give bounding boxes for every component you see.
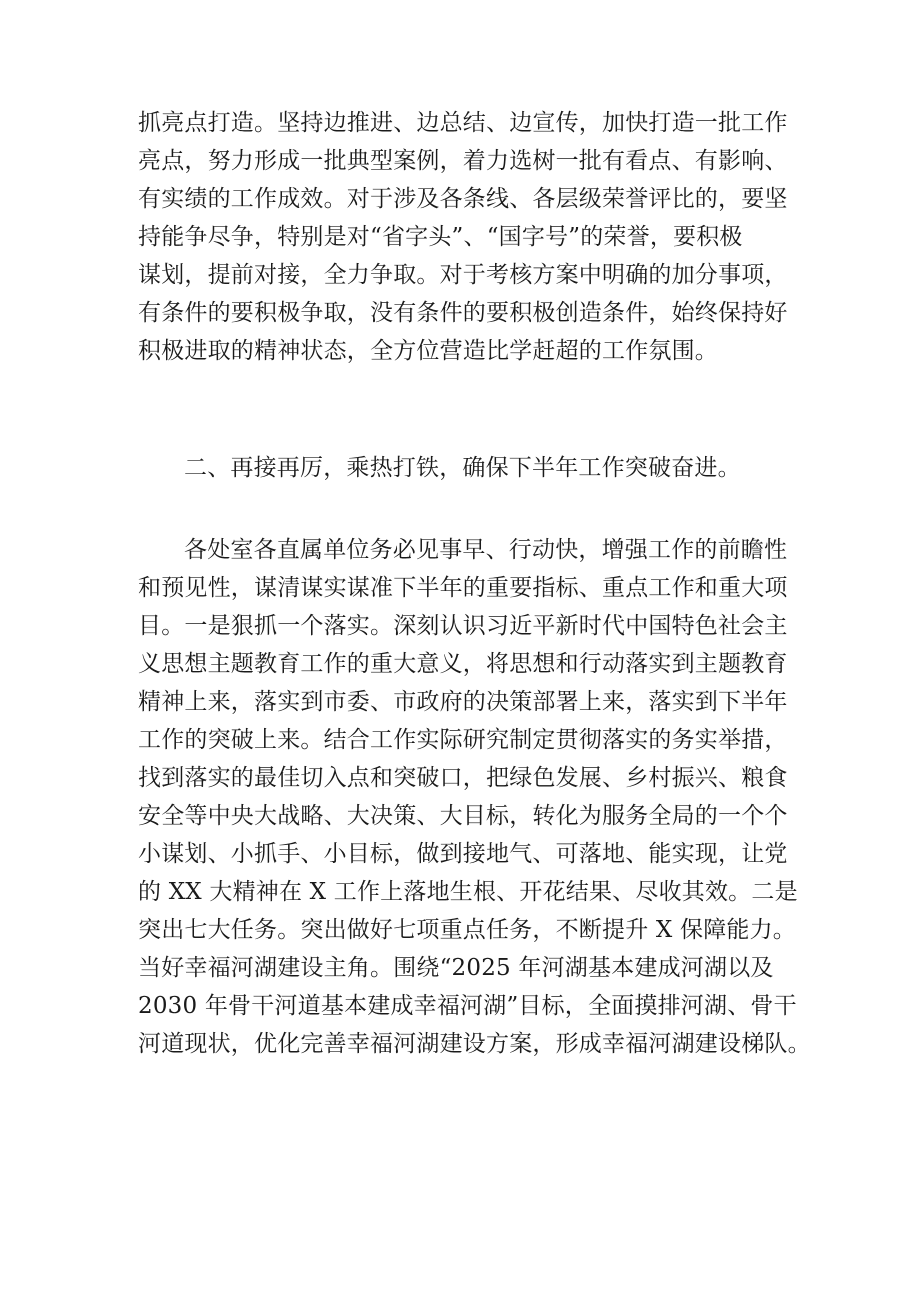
- paragraph-1-line: 持能争尽争，特别是对“省字头”、“国字号”的荣誉，要积极: [138, 224, 743, 250]
- paragraph-1-line: 有实绩的工作成效。对于涉及各条线、各层级荣誉评比的，要坚: [138, 186, 788, 212]
- paragraph-1-line: 积极进取的精神状态，全方位营造比学赶超的工作氛围。: [138, 338, 718, 364]
- paragraph-2-line: 河道现状，优化完善幸福河湖建设方案，形成幸福河湖建设梯队。: [138, 1031, 811, 1057]
- paragraph-2-line: 的 XX 大精神在 X 工作上落地生根、开花结果、尽收其效。二是: [138, 879, 798, 905]
- paragraph-2-line: 安全等中央大战略、大决策、大目标，转化为服务全局的一个个: [138, 803, 788, 829]
- paragraph-2-line: 精神上来，落实到市委、市政府的决策部署上来，落实到下半年: [138, 689, 788, 715]
- paragraph-2-line: 目。一是狠抓一个落实。深刻认识习近平新时代中国特色社会主: [138, 613, 788, 639]
- paragraph-2-line: 各处室各直属单位务必见事早、行动快，增强工作的前瞻性: [184, 537, 788, 563]
- paragraph-1-line: 有条件的要积极争取，没有条件的要积极创造条件，始终保持好: [138, 300, 788, 326]
- paragraph-1-line: 抓亮点打造。坚持边推进、边总结、边宣传，加快打造一批工作: [138, 110, 788, 136]
- paragraph-2: [138, 531, 811, 1063]
- paragraph-2-line: 小谋划、小抓手、小目标，做到接地气、可落地、能实现，让党: [138, 841, 788, 867]
- section-heading-text: 二、再接再厉，乘热打铁，确保下半年工作突破奋进。: [184, 455, 741, 481]
- paragraph-2-line: 工作的突破上来。结合工作实际研究制定贯彻落实的务实举措，: [138, 727, 788, 753]
- section-heading: [138, 449, 798, 487]
- paragraph-2-line: 找到落实的最佳切入点和突破口，把绿色发展、乡村振兴、粮食: [138, 765, 788, 791]
- paragraph-1: [138, 104, 798, 370]
- paragraph-2-line: 2030 年骨干河道基本建成幸福河湖”目标，全面摸排河湖、骨干: [138, 993, 797, 1019]
- paragraph-2-line: 和预见性，谋清谋实谋准下半年的重要指标、重点工作和重大项: [138, 575, 788, 601]
- paragraph-2-line: 当好幸福河湖建设主角。围绕“2025 年河湖基本建成河湖以及: [138, 955, 774, 981]
- paragraph-2-line: 义思想主题教育工作的重大意义，将思想和行动落实到主题教育: [138, 651, 788, 677]
- paragraph-2-line: 突出七大任务。突出做好七项重点任务，不断提升 X 保障能力。: [138, 917, 796, 943]
- paragraph-1-line: 亮点，努力形成一批典型案例，着力选树一批有看点、有影响、: [138, 148, 788, 174]
- paragraph-1-line: 谋划，提前对接，全力争取。对于考核方案中明确的加分事项，: [138, 262, 788, 288]
